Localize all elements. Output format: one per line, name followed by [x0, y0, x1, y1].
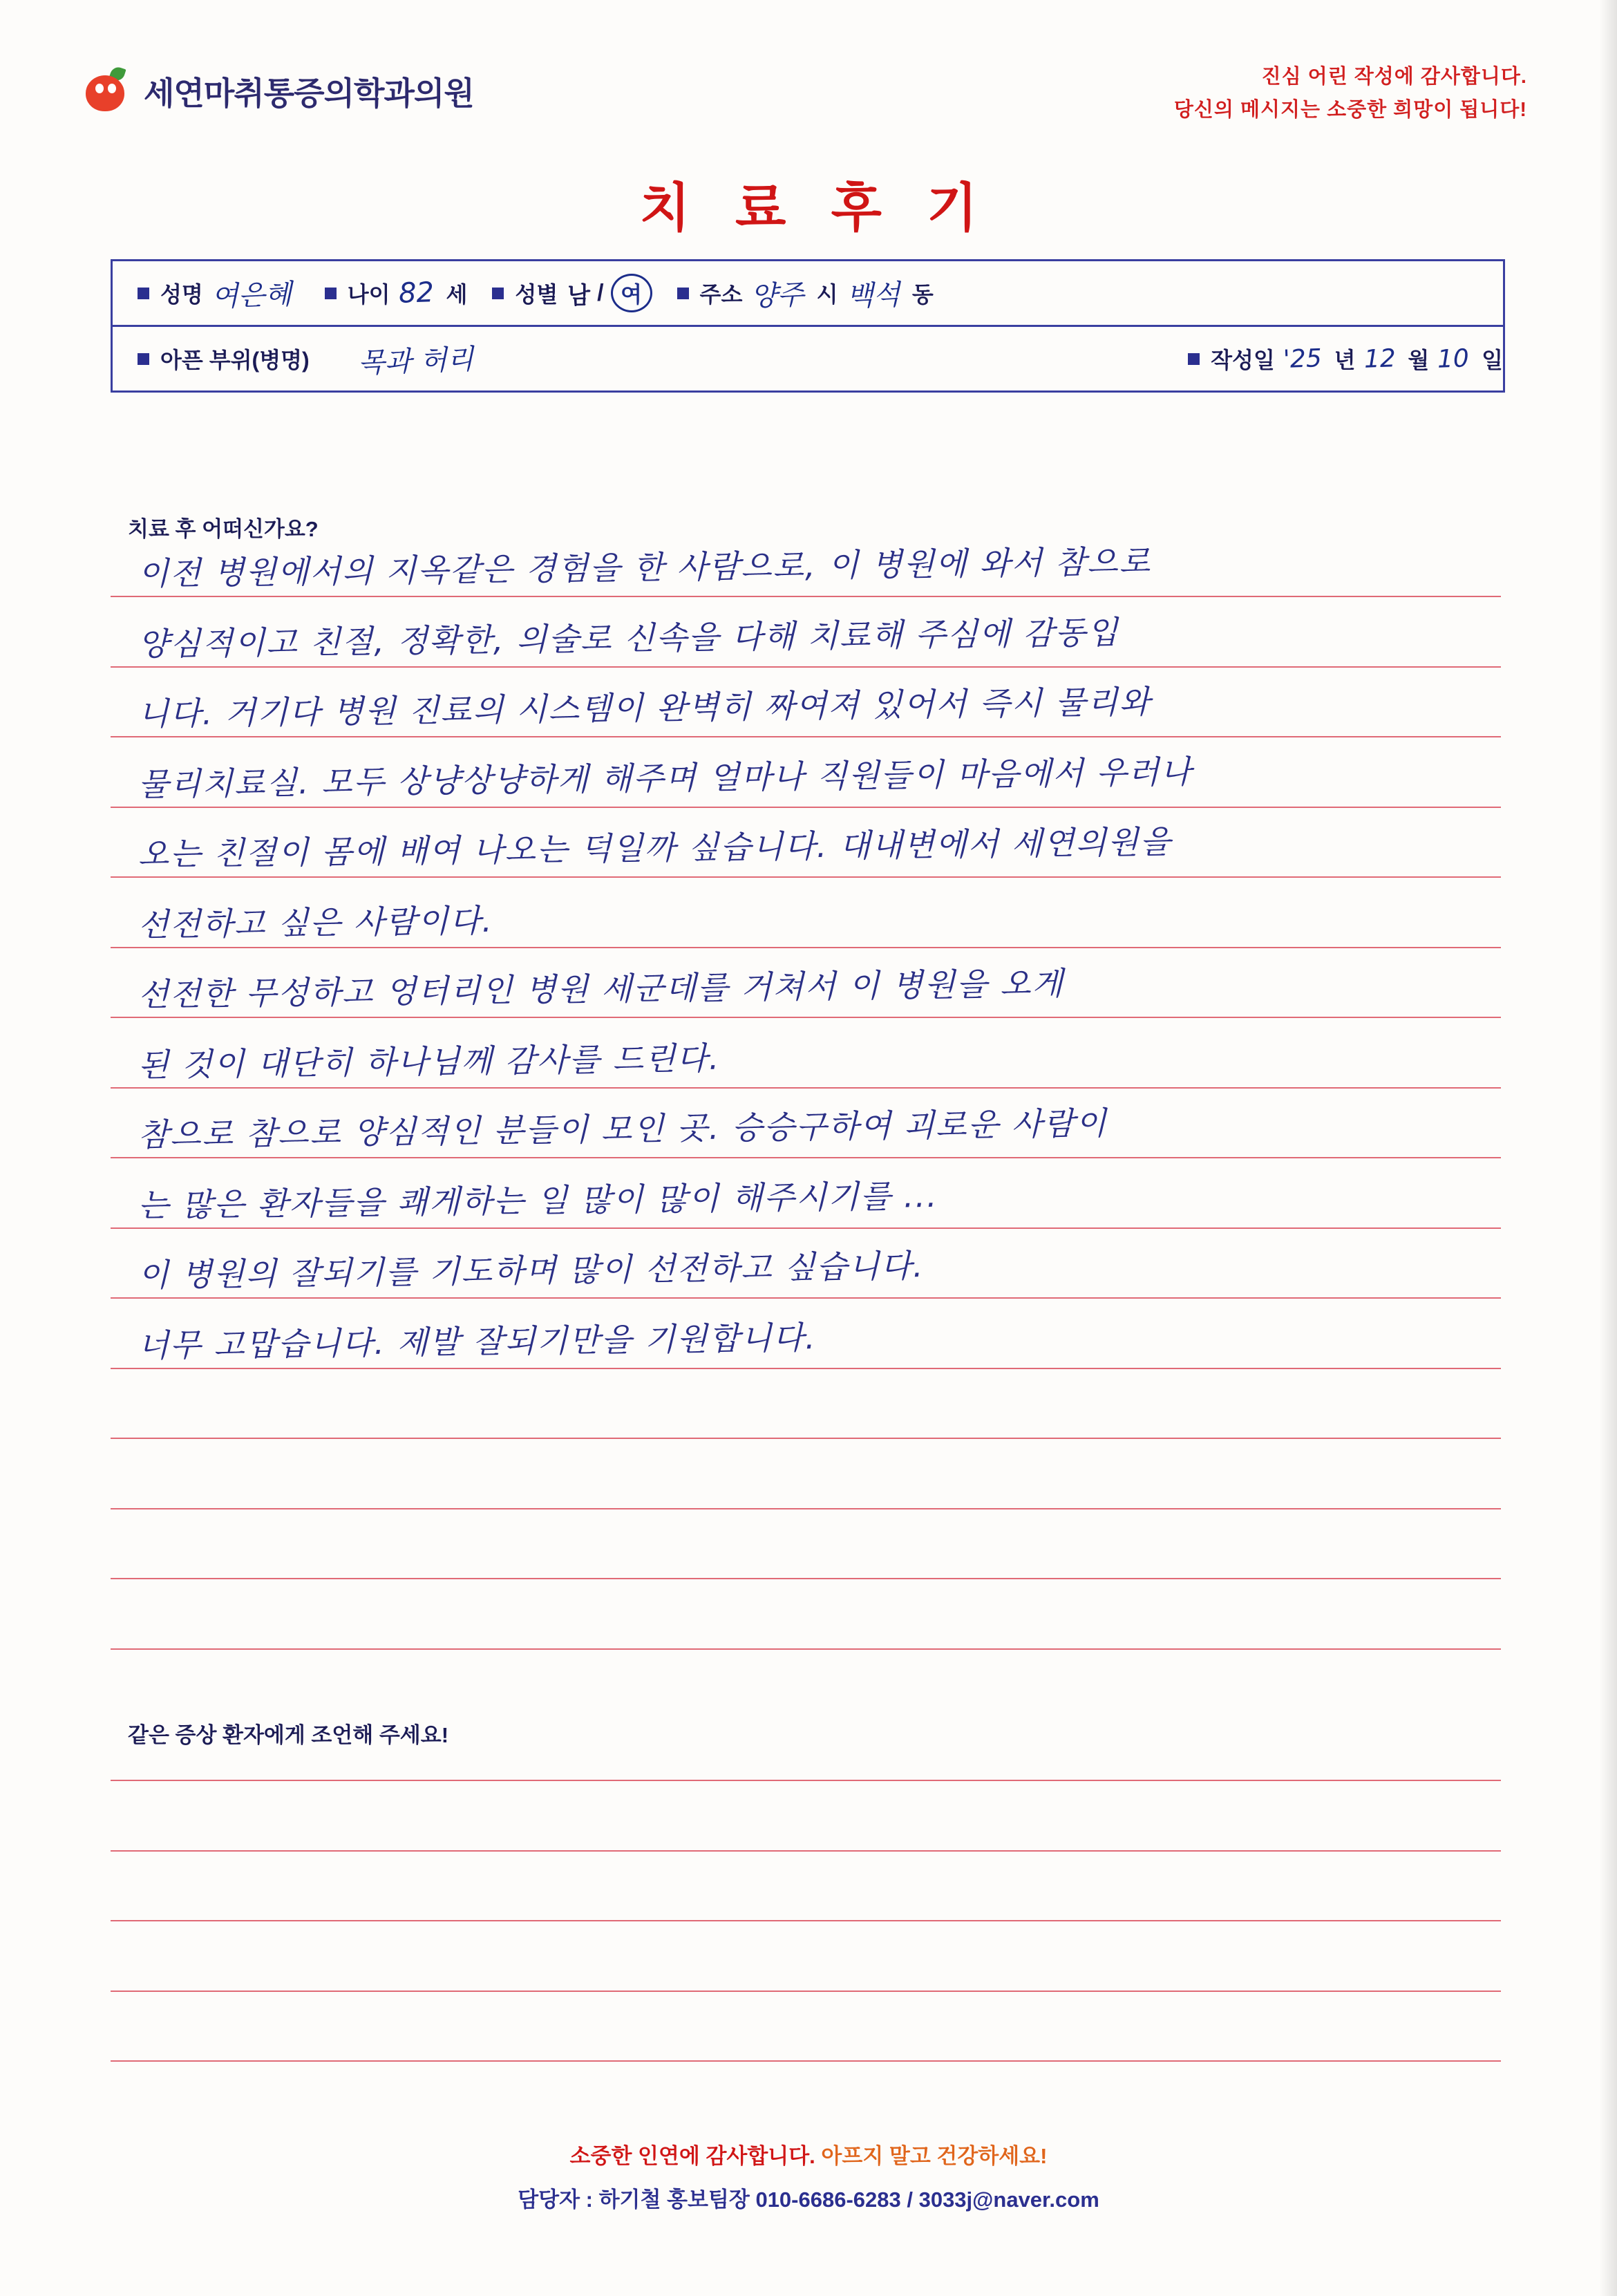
ruled-line — [111, 2060, 1501, 2062]
ruled-line — [111, 1850, 1501, 1852]
name-label: 성명 — [160, 282, 203, 307]
date-year-unit: 년 — [1334, 348, 1356, 373]
date-month-unit: 월 — [1408, 348, 1430, 373]
handwritten-line: 선전하고 싶은 사람이다. — [138, 901, 494, 943]
question-2-label: 같은 증상 환자에게 조언해 주세요! — [128, 1723, 449, 1747]
ruled-line — [111, 1991, 1501, 1992]
gender-option-female-selected[interactable]: 여 — [611, 274, 652, 312]
handwritten-line: 참으로 참으로 양심적인 분들이 모인 곳. 승승구하여 괴로운 사람이 — [138, 1104, 1108, 1154]
ruled-line — [111, 1920, 1501, 1921]
handwritten-line: 양심적이고 친절, 정확한, 의술로 신속을 다해 치료해 주심에 감동입 — [138, 613, 1119, 663]
handwritten-line: 이 병원의 잘되기를 기도하며 많이 선전하고 싶습니다. — [138, 1247, 925, 1295]
gender-separator: / — [597, 279, 604, 306]
footer-health-text: 아프지 말고 건강하세요! — [821, 2144, 1048, 2168]
address-label: 주소 — [699, 282, 743, 307]
age-label: 나이 — [347, 282, 390, 307]
gender-option-male[interactable]: 남 — [567, 282, 591, 309]
form-footer — [0, 2138, 1617, 2213]
handwritten-line: 선전한 무성하고 엉터리인 병원 세군데를 거쳐서 이 병원을 오게 — [138, 964, 1065, 1014]
address-dong-unit: 동 — [911, 282, 934, 307]
page-edge-shadow — [1599, 0, 1617, 2296]
date-year-value: '25 — [1283, 344, 1323, 374]
handwritten-line: 니다. 거기다 병원 진료의 시스템이 완벽히 짜여져 있어서 즉시 물리와 — [138, 683, 1152, 733]
footer-line-1 — [0, 2138, 1617, 2170]
thanks-line-1: 진심 어린 작성에 감사합니다. — [1261, 66, 1527, 88]
write-date-label: 작성일 — [1211, 348, 1275, 373]
age-unit: 세 — [446, 282, 468, 307]
pain-area-label: 아픈 부위(병명) — [160, 348, 310, 373]
handwritten-line: 된 것이 대단히 하나님께 감사를 드린다. — [138, 1039, 721, 1084]
age-value: 82 — [397, 276, 435, 310]
gender-label: 성별 — [515, 282, 558, 307]
footer-thanks-text: 소중한 인연에 감사합니다. — [569, 2144, 815, 2168]
pain-area-value: 목과 허리 — [357, 343, 474, 379]
name-value: 여은혜 — [211, 278, 292, 313]
date-month-value: 12 — [1363, 344, 1397, 374]
question-1-label: 치료 후 어떠신가요? — [128, 517, 319, 541]
footer-contact: 담당자 : 하기철 홍보팀장 010-6686-6283 / 3033j@naver.com — [518, 2187, 1099, 2212]
thanks-line-2: 당신의 메시지는 소중한 희망이 됩니다! — [1173, 98, 1527, 121]
page-title: 치 료 후 기 — [639, 179, 993, 238]
ruled-line — [111, 1780, 1501, 1781]
handwritten-line: 는 많은 환자들을 쾌게하는 일 많이 많이 해주시기를 ... — [138, 1176, 938, 1224]
handwritten-line: 이전 병원에서의 지옥같은 경험을 한 사람으로, 이 병원에 와서 참으로 — [138, 543, 1152, 593]
handwritten-line: 오는 친절이 몸에 배여 나오는 덕일까 싶습니다. 대내변에서 세연의원을 — [138, 822, 1173, 874]
address-city-unit: 시 — [816, 282, 838, 307]
date-day-value: 10 — [1437, 344, 1470, 374]
handwritten-line: 물리치료실. 모두 상냥상냥하게 해주며 얼마나 직원들이 마음에서 우러나 — [138, 752, 1193, 803]
address-dong-value: 백석 — [845, 279, 900, 312]
handwritten-line: 너무 고맙습니다. 제발 잘되기만을 기원합니다. — [138, 1318, 817, 1364]
date-day-unit: 일 — [1482, 348, 1503, 373]
address-city-value: 양주 — [750, 279, 805, 312]
clinic-name: 세연마취통증의학과의원 — [144, 75, 474, 111]
